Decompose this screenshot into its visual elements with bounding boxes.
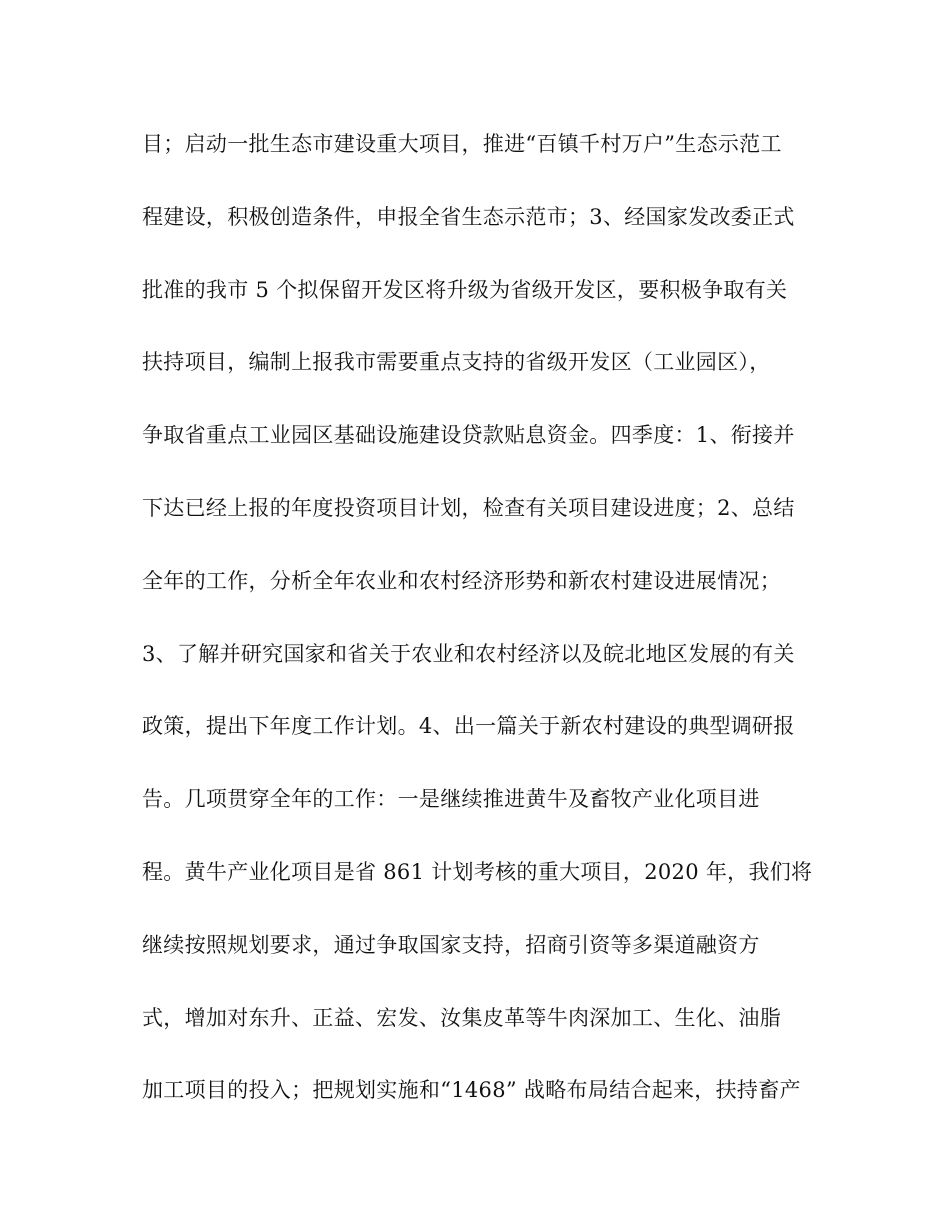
text-line: 程建设，积极创造条件，申报全省生态示范市；3、经国家发改委正式: [142, 204, 795, 229]
text-line: 批准的我市 5 个拟保留开发区将升级为省级开发区，要积极争取有关: [142, 277, 788, 302]
text-line: 式，增加对东升、正益、宏发、汝集皮革等牛肉深加工、生化、油脂: [142, 1005, 781, 1030]
body-text: [142, 122, 822, 1141]
text-line: 下达已经上报的年度投资项目计划，检查有关项目建设进度；2、总结: [142, 495, 795, 520]
text-line: 扶持项目，编制上报我市需要重点支持的省级开发区（工业园区），: [142, 350, 771, 375]
text-line: 政策，提出下年度工作计划。4、出一篇关于新农村建设的典型调研报: [142, 714, 795, 739]
text-line: 程。黄牛产业化项目是省 861 计划考核的重大项目，2020 年，我们将: [142, 859, 813, 884]
text-line: 告。几项贯穿全年的工作：一是继续推进黄牛及畜牧产业化项目进: [142, 787, 760, 812]
text-line: 3、了解并研究国家和省关于农业和农村经济以及皖北地区发展的有关: [142, 641, 795, 666]
text-line: 争取省重点工业园区基础设施建设贷款贴息资金。四季度：1、衔接并: [142, 423, 795, 448]
text-line: 目；启动一批生态市建设重大项目，推进“百镇千村万户”生态示范工: [142, 132, 782, 156]
text-line: 继续按照规划要求，通过争取国家支持，招商引资等多渠道融资方: [142, 932, 760, 957]
text-line: 全年的工作，分析全年农业和农村经济形势和新农村建设进展情况；: [142, 568, 781, 593]
text-line: 加工项目的投入；把规划实施和“1468” 战略布局结合起来，扶持畜产: [142, 1078, 801, 1103]
